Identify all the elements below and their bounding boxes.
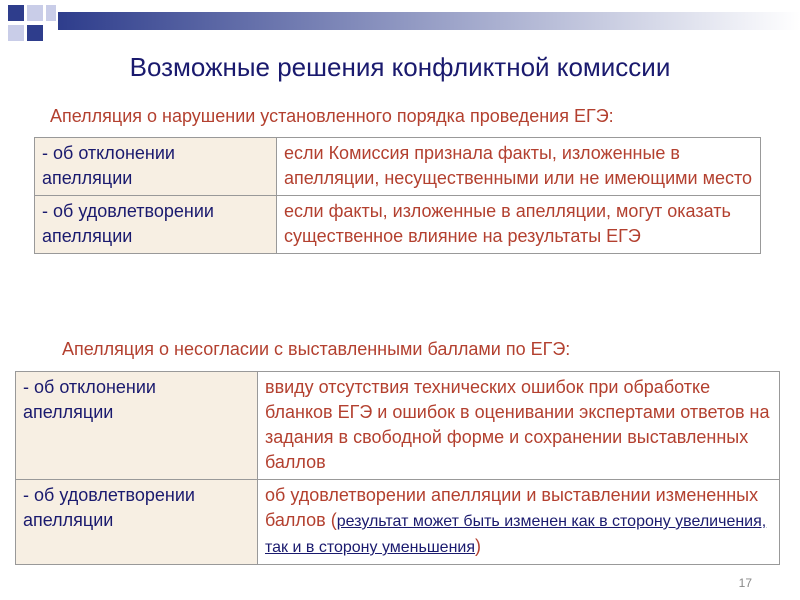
table-row (16, 480, 780, 565)
decision-cell: - об отклонении апелляции (35, 138, 277, 196)
section1-table (34, 137, 761, 254)
section2-table (15, 371, 780, 565)
condition-cell: ввиду отсутствия технических ошибок при обработке бланков ЕГЭ и ошибок в оценивании экспертами ответов на задания в свободной форме и сохранении выставленных баллов (258, 372, 780, 480)
section2-heading: Апелляция о несогласии с выставленными баллами по ЕГЭ: (62, 339, 571, 359)
decorative-header-bar (0, 0, 800, 50)
table-row (16, 372, 780, 480)
condition-note: результат может быть изменен как в сторону увеличения, так и в сторону уменьшения (265, 513, 767, 556)
decision-cell: - об удовлетворении апелляции (35, 196, 277, 254)
condition-text: об удовлетворении апелляции и выставлении измененных баллов (265, 485, 759, 530)
page-number: 17 (738, 576, 752, 590)
decision-cell: - об отклонении апелляции (16, 372, 258, 480)
table-row (35, 138, 761, 196)
page-title: Возможные решения конфликтной комиссии (129, 52, 671, 82)
section1-heading: Апелляция о нарушении установленного порядка проведения ЕГЭ: (50, 106, 614, 126)
table-row (35, 196, 761, 254)
condition-cell: если Комиссия признала факты, изложенные в апелляции, несущественными или не имеющими место (277, 138, 761, 196)
condition-cell: об удовлетворении апелляции и выставлении измененных баллов (результат может быть изменен как в сторону увеличения, так и в сторону уменьшения) (258, 480, 780, 565)
decision-cell: - об удовлетворении апелляции (16, 480, 258, 565)
condition-cell: если факты, изложенные в апелляции, могут оказать существенное влияние на результаты ЕГЭ (277, 196, 761, 254)
